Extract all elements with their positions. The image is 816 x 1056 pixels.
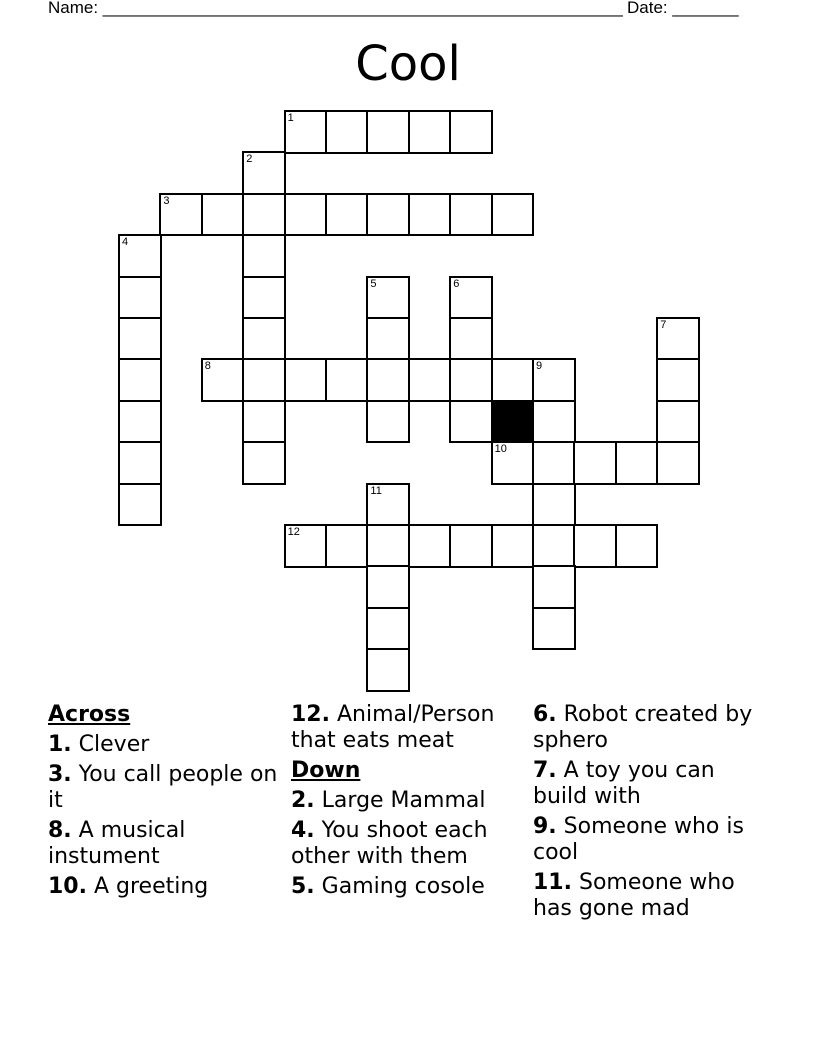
grid-cell[interactable] [532, 607, 576, 651]
clue-down-11: 11. Someone who has gone mad [533, 870, 735, 921]
grid-cell[interactable] [532, 524, 576, 568]
grid-cell[interactable] [366, 110, 410, 154]
grid-cell[interactable] [118, 400, 162, 444]
grid-cell[interactable] [242, 441, 286, 485]
grid-cell[interactable] [366, 276, 410, 320]
grid-cell[interactable] [573, 441, 617, 485]
grid-cell[interactable] [449, 400, 493, 444]
cell-number: 7 [660, 319, 667, 331]
grid-cell[interactable] [532, 358, 576, 402]
grid-cell[interactable] [325, 358, 369, 402]
grid-cell[interactable] [408, 110, 452, 154]
cell-number: 8 [204, 360, 211, 373]
grid-cell[interactable] [366, 607, 410, 651]
grid-cell[interactable] [366, 483, 410, 527]
grid-cell[interactable] [366, 317, 410, 361]
grid-cell[interactable] [408, 524, 452, 568]
clues-column-3 [533, 702, 768, 926]
grid-cell[interactable] [284, 193, 328, 237]
grid-cell[interactable] [118, 441, 162, 485]
grid-cell[interactable] [201, 358, 245, 402]
grid-cell[interactable] [242, 151, 286, 195]
clue-down-4: 4. You shoot each other with them [291, 818, 488, 869]
grid-cell[interactable] [491, 524, 535, 568]
cell-number: 10 [494, 443, 507, 456]
grid-cell[interactable] [491, 193, 535, 237]
clue-across-3: 3. You call people on it [48, 762, 278, 813]
grid-cell[interactable] [656, 317, 700, 361]
grid-cell[interactable] [656, 441, 700, 485]
grid-cell[interactable] [491, 441, 535, 485]
grid-cell[interactable] [242, 317, 286, 361]
grid-cell[interactable] [366, 193, 410, 237]
clue-across-10: 10. A greeting [48, 874, 209, 899]
grid-cell[interactable] [242, 193, 286, 237]
cell-number: 6 [453, 277, 460, 290]
across-heading: Across [48, 702, 131, 727]
grid-cell[interactable] [325, 524, 369, 568]
grid-cell[interactable] [242, 400, 286, 444]
date-field-label: Date: _______ [627, 0, 739, 17]
grid-cell[interactable] [118, 317, 162, 361]
grid-cell[interactable] [284, 524, 328, 568]
grid-cell[interactable] [118, 276, 162, 320]
clues-column-2 [291, 702, 526, 904]
grid-cell[interactable] [408, 193, 452, 237]
grid-cell[interactable] [656, 358, 700, 402]
grid-cell[interactable] [449, 276, 493, 320]
grid-cell[interactable] [118, 234, 162, 278]
grid-cell[interactable] [408, 358, 452, 402]
grid-cell[interactable] [366, 400, 410, 444]
grid-cell[interactable] [325, 193, 369, 237]
grid-cell[interactable] [449, 358, 493, 402]
grid-cell[interactable] [449, 110, 493, 154]
grid-cell[interactable] [159, 193, 203, 237]
grid-cell[interactable] [242, 276, 286, 320]
grid-cell[interactable] [325, 110, 369, 154]
grid-cell[interactable] [449, 524, 493, 568]
grid-cell[interactable] [284, 110, 328, 154]
grid-cell[interactable] [449, 193, 493, 237]
grid-cell[interactable] [615, 441, 659, 485]
grid-cell[interactable] [201, 193, 245, 237]
clue-across-12: 12. Animal/Person that eats meat [291, 702, 495, 753]
cell-number: 1 [287, 112, 294, 124]
grid-cell[interactable] [284, 358, 328, 402]
cell-number: 5 [370, 277, 377, 290]
cell-number: 3 [163, 194, 170, 207]
grid-cell[interactable] [615, 524, 659, 568]
grid-cell[interactable] [242, 234, 286, 278]
puzzle-title: Cool [355, 36, 461, 92]
grid-cell[interactable] [366, 565, 410, 609]
grid-cell[interactable] [366, 524, 410, 568]
cell-number: 4 [122, 236, 129, 249]
clue-down-5: 5. Gaming cosole [291, 874, 485, 899]
name-field-label: Name: _______________________________________________________ [48, 0, 623, 17]
grid-cell[interactable] [491, 358, 535, 402]
grid-cell[interactable] [449, 317, 493, 361]
clue-down-6: 6. Robot created by sphero [533, 702, 753, 753]
grid-cell[interactable] [532, 483, 576, 527]
clue-down-7: 7. A toy you can build with [533, 758, 715, 809]
clue-across-1: 1. Clever [48, 732, 150, 757]
grid-cell[interactable] [573, 524, 617, 568]
grid-cell[interactable] [242, 358, 286, 402]
grid-cell[interactable] [532, 565, 576, 609]
clue-across-8: 8. A musical instument [48, 818, 186, 869]
grid-cell[interactable] [532, 400, 576, 444]
grid-cell[interactable] [118, 358, 162, 402]
clue-down-9: 9. Someone who is cool [533, 814, 744, 865]
clue-down-2: 2. Large Mammal [291, 788, 486, 813]
grid-cell-blocked [491, 400, 535, 444]
cell-number: 12 [287, 526, 300, 538]
clues-column-1 [48, 702, 283, 904]
cell-number: 11 [370, 484, 382, 497]
grid-cell[interactable] [118, 483, 162, 527]
cell-number: 2 [246, 153, 253, 166]
cell-number: 9 [536, 360, 543, 373]
grid-cell[interactable] [366, 648, 410, 692]
grid-cell[interactable] [366, 358, 410, 402]
down-heading: Down [291, 758, 361, 783]
grid-cell[interactable] [656, 400, 700, 444]
grid-cell[interactable] [532, 441, 576, 485]
